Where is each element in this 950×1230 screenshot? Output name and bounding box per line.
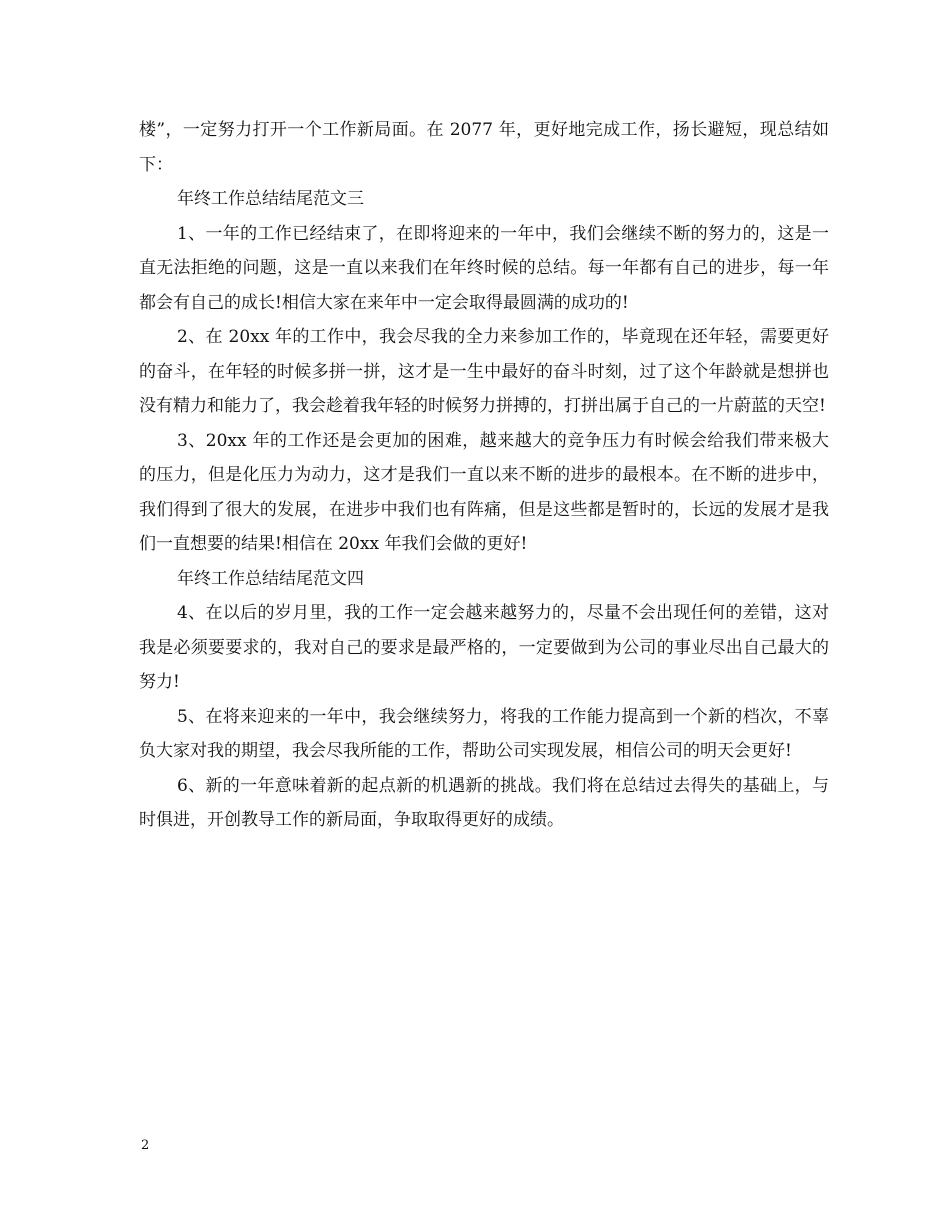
section-heading-three: 年终工作总结结尾范文三 bbox=[177, 189, 364, 209]
page-number: 2 bbox=[141, 1138, 150, 1153]
paragraph-item-6: 6、新的一年意味着新的起点新的机遇新的挑战。我们将在总结过去得失的基础上，与时俱进，开创教导工作的新局面，争取取得更好的成绩。 bbox=[139, 775, 829, 830]
paragraph-item-1: 1、一年的工作已经结束了，在即将迎来的一年中，我们会继续不断的努力的，这是一直无法拒绝的问题，这是一直以来我们在年终时候的总结。每一年都有自己的进步，每一年都会有自己的成长!相信大家在来年中一定会取得最圆满的成功的! bbox=[139, 223, 829, 313]
paragraph-intro-continuation: 楼”，一定努力打开一个工作新局面。在 2077 年，更好地完成工作，扬长避短，现总结如下： bbox=[139, 120, 829, 175]
paragraph-item-2: 2、在 20xx 年的工作中，我会尽我的全力来参加工作的，毕竟现在还年轻，需要更好的奋斗，在年轻的时候多拼一拼，这才是一生中最好的奋斗时刻，过了这个年龄就是想拼也没有精力和能力了，我会趁着我年轻的时候努力拼搏的，打拼出属于自己的一片蔚蓝的天空! bbox=[139, 327, 829, 416]
paragraph-item-5: 5、在将来迎来的一年中，我会继续努力，将我的工作能力提高到一个新的档次，不辜负大家对我的期望，我会尽我所能的工作，帮助公司实现发展，相信公司的明天会更好! bbox=[139, 706, 829, 761]
paragraph-item-3: 3、20xx 年的工作还是会更加的困难，越来越大的竞争压力有时候会给我们带来极大的压力，但是化压力为动力，这才是我们一直以来不断的进步的最根本。在不断的进步中，我们得到了很大的发展，在进步中我们也有阵痛，但是这些都是暂时的，长远的发展才是我们一直想要的结果!相信在 20xx 年我们会做的更好! bbox=[139, 430, 829, 554]
section-heading-four: 年终工作总结结尾范文四 bbox=[177, 568, 364, 589]
document-body bbox=[139, 113, 829, 838]
paragraph-item-4: 4、在以后的岁月里，我的工作一定会越来越努力的，尽量不会出现任何的差错，这对我是必须要要求的，我对自己的要求是最严格的，一定要做到为公司的事业尽出自己最大的努力! bbox=[139, 603, 829, 692]
